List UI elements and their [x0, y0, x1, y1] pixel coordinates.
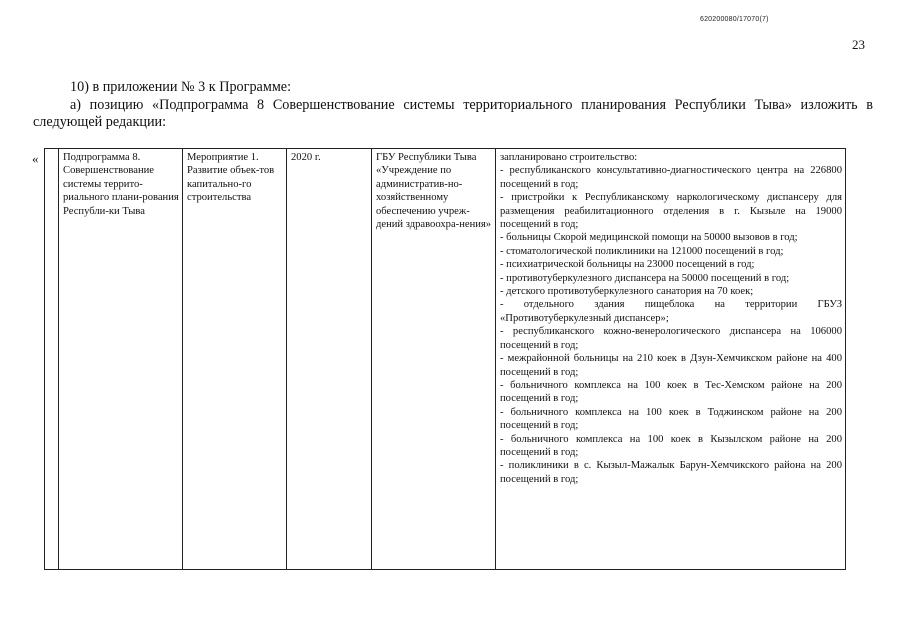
list-item: - больничного комплекса на 100 коек в Кызылском районе на 200 посещений в год;: [500, 433, 842, 458]
list-item: - психиатрической больницы на 23000 посещений в год;: [500, 259, 755, 271]
planned-heading: запланировано строительство:: [500, 152, 638, 163]
measure-cell: [183, 149, 287, 570]
year-value: 2020 г.: [291, 152, 321, 163]
blank-cell: [45, 149, 59, 570]
list-item: - больницы Скорой медицинской помощи на 50000 вызовов в год;: [500, 232, 798, 244]
program-table: [44, 148, 846, 570]
list-item: - стоматологической поликлиники на 121000 посещений в год;: [500, 245, 784, 257]
page-number: 23: [852, 37, 865, 52]
table-row: [45, 149, 846, 570]
opening-quote: «: [32, 151, 39, 166]
document-code: 620200080/17070(7): [700, 16, 769, 23]
subprogram-name: Подпрограмма 8. Совершенствование системы террито-риального плани-рования Республи-ки Тыва: [63, 152, 179, 217]
list-item: - противотуберкулезного диспансера на 50000 посещений в год;: [500, 272, 790, 284]
list-item: - пристройки к Республиканскому наркологическому диспансеру для размещения реабилитационного отделения в г. Кызыле на 19000 посещений в год;: [500, 192, 842, 231]
list-item: - республиканского кожно-венерологического диспансера на 106000 посещений в год;: [500, 326, 842, 351]
list-item: - больничного комплекса на 100 коек в Тес-Хемском районе на 200 посещений в год;: [500, 379, 842, 405]
list-item: - детского противотуберкулезного санатория на 70 коек;: [500, 286, 754, 298]
subprogram-cell: [59, 149, 183, 570]
list-item: - больничного комплекса на 100 коек в Тоджинском районе на 200 посещений в год;: [500, 406, 842, 432]
year-cell: [287, 149, 372, 570]
list-item: - отдельного здания пищеблока на территории ГБУЗ «Противотуберкулезный диспансер»;: [500, 299, 842, 324]
intro-subitem-a: а) позицию «Подпрограмма 8 Совершенствование системы территориального планирования Республики Тыва» изложить в следующей редакции:: [33, 97, 873, 130]
executor-name: ГБУ Республики Тыва «Учреждение по административ-но-хозяйственному обеспечению учреж-дений здравоохра-нения»: [376, 152, 492, 231]
intro-item-10: 10) в приложении № 3 к Программе:: [70, 79, 292, 95]
list-item: - республиканского консультативно-диагностического центра на 226800 посещений в год;: [500, 165, 842, 190]
program-table-wrapper: [44, 148, 846, 570]
measure-name: Мероприятие 1. Развитие объек-тов капитально-го строительства: [187, 152, 275, 204]
planned-construction-cell: [496, 149, 846, 570]
executor-cell: [372, 149, 496, 570]
list-item: - поликлиники в с. Кызыл-Мажалык Барун-Хемчикского района на 200 посещений в год;: [500, 460, 842, 485]
list-item: - межрайонной больницы на 210 коек в Дзун-Хемчикском районе на 400 посещений в год;: [500, 353, 842, 378]
